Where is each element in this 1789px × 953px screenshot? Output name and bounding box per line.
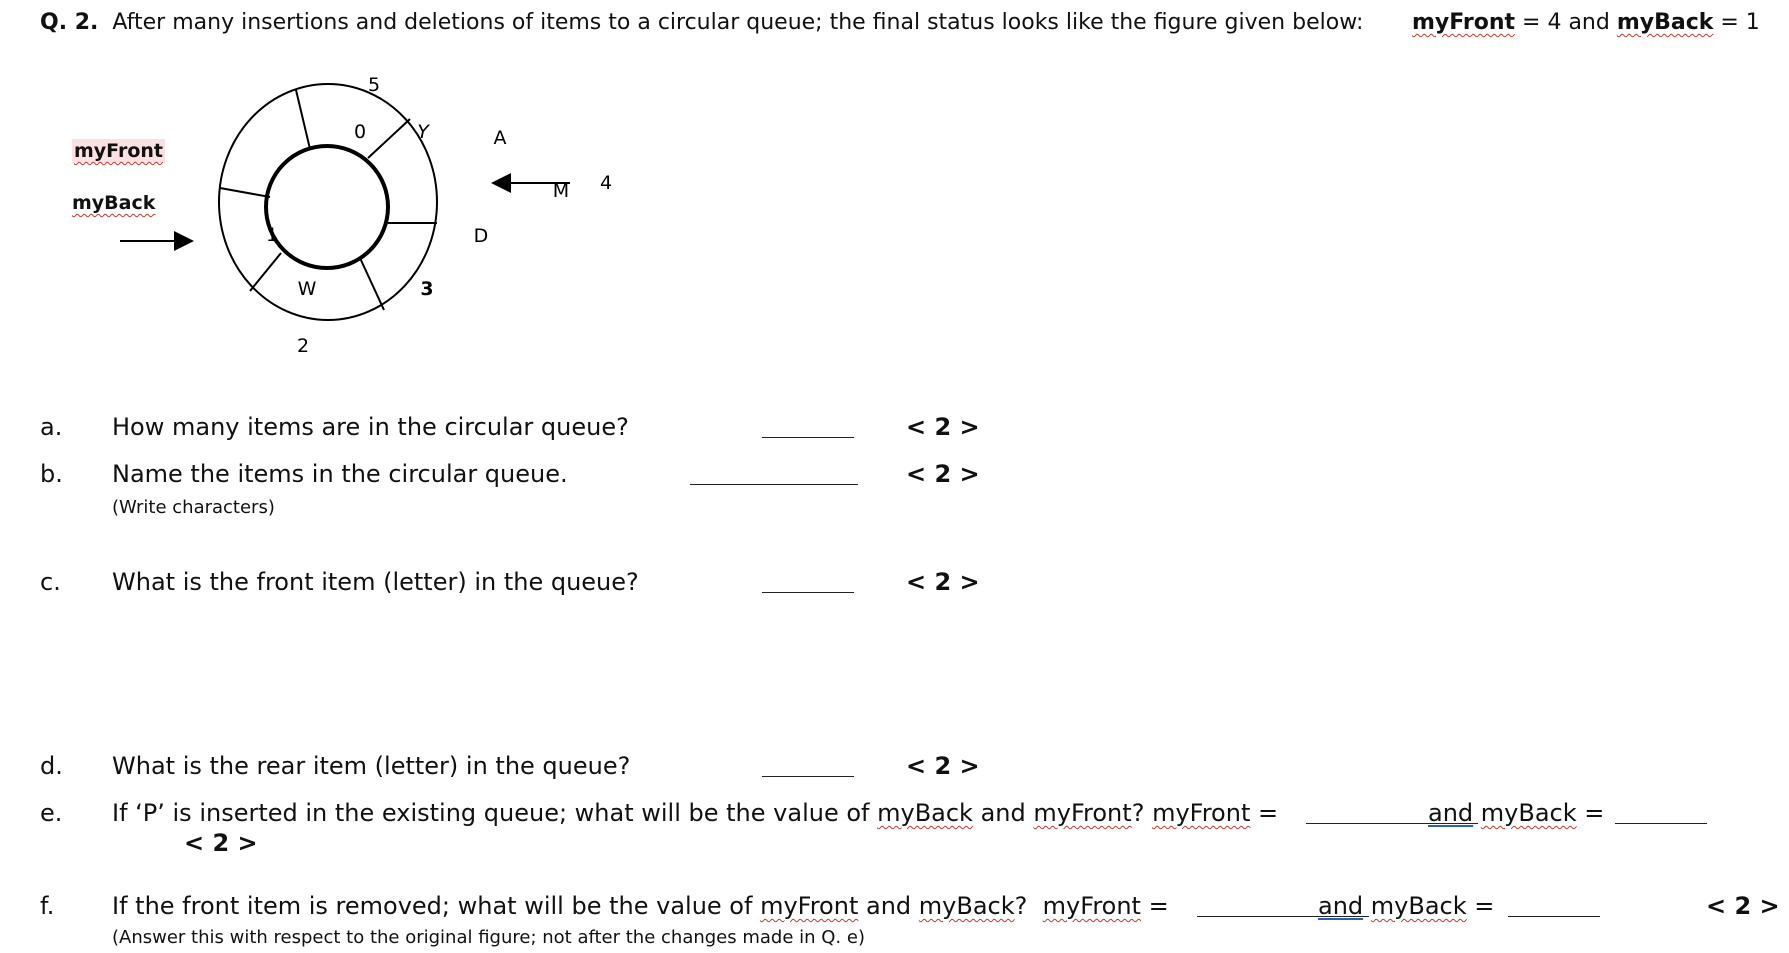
slot-divider [360,258,384,310]
part-f-and-text: and [1318,892,1364,920]
part-f-eq: = [1140,892,1169,920]
part-c-question: What is the front item (letter) in the queue? [112,568,639,596]
part-f-answer-back-label: myBack [1370,892,1467,920]
queue-item-y: Y [417,121,429,143]
part-e-eq: = [1250,799,1279,827]
slot-divider [296,90,310,149]
slot-index-1: 1 [265,224,279,246]
queue-status [1412,10,1760,35]
slot-divider [220,188,270,197]
part-f-letter: f. [40,892,55,920]
part-d-question: What is the rear item (letter) in the queue? [112,752,631,780]
queue-inner-ring [266,146,388,268]
part-e-qmark: ? [1131,799,1153,827]
part-a-question: How many items are in the circular queue? [112,413,629,441]
diagram-back-label: myBack [72,192,156,214]
part-d-answer-blank[interactable] [762,775,854,777]
part-a-letter: a. [40,413,63,441]
part-f-qmark: ? [1014,892,1028,920]
part-a-answer-blank[interactable] [762,436,854,438]
part-e-answer-front-label: myFront [1152,799,1251,827]
part-e-myfront: myFront [1033,799,1132,827]
slot-index-2: 2 [296,335,310,357]
part-f-question [112,892,1169,920]
part-b-marks: < 2 > [906,460,980,488]
status-front-eq: = 4 and [1515,10,1617,35]
diagram-front-label: myFront [74,140,163,162]
queue-item-w: W [297,278,317,300]
part-c-answer-blank[interactable] [762,591,854,593]
question-intro: After many insertions and deletions of items to a circular queue; the final status looks like the figure given below: [112,10,1364,35]
part-f-myfront: myFront [760,892,859,920]
part-f-answer-and [1318,892,1494,920]
part-c-letter: c. [40,568,61,596]
slot-divider [368,119,410,158]
part-f-answer-front-label: myFront [1042,892,1141,920]
slot-index-3: 3 [420,278,434,300]
part-d-letter: d. [40,752,63,780]
part-b-letter: b. [40,460,63,488]
queue-outer-ring [219,84,437,320]
status-back-label: myBack [1616,10,1714,35]
part-b-answer-blank[interactable] [690,483,858,485]
part-c-marks: < 2 > [906,568,980,596]
part-f-myback: myBack [918,892,1015,920]
part-e-and-text: and [1428,799,1474,827]
part-f-back-blank[interactable] [1508,915,1600,917]
queue-item-d: D [473,225,489,247]
part-e-answer-and [1428,799,1604,827]
slot-divider [250,253,281,291]
part-f-marks: < 2 > [1706,892,1780,920]
part-e-answer-back-label: myBack [1480,799,1577,827]
slot-index-0: 0 [353,121,367,143]
slot-index-5: 5 [367,74,381,96]
part-f-text-pre: If the front item is removed; what will be the value of [112,892,761,920]
status-front-label: myFront [1412,10,1516,35]
part-f-eq2: = [1466,892,1495,920]
part-e-text-pre: If ‘P’ is inserted in the existing queue; what will be the value of [112,799,878,827]
part-e-myback: myBack [877,799,973,827]
queue-item-m: M [552,180,570,202]
part-e-and: and [972,799,1034,827]
part-f-and: and [858,892,919,920]
part-e-letter: e. [40,799,63,827]
part-f-note: (Answer this with respect to the original figure; not after the changes made in Q. e) [112,927,865,948]
part-b-note: (Write characters) [112,497,275,518]
part-a-marks: < 2 > [906,413,980,441]
part-b-question: Name the items in the circular queue. [112,460,568,488]
circular-queue-diagram [0,55,660,365]
slot-index-4: 4 [599,172,613,194]
question-title [40,10,1363,35]
question-number: Q. 2. [40,10,99,35]
part-e-eq2: = [1576,799,1605,827]
part-e-marks: < 2 > [184,829,258,857]
status-back-eq: = 1 [1713,10,1760,35]
part-e-back-blank[interactable] [1615,822,1707,824]
queue-item-a: A [493,127,507,149]
part-d-marks: < 2 > [906,752,980,780]
part-e-question [112,799,1278,827]
